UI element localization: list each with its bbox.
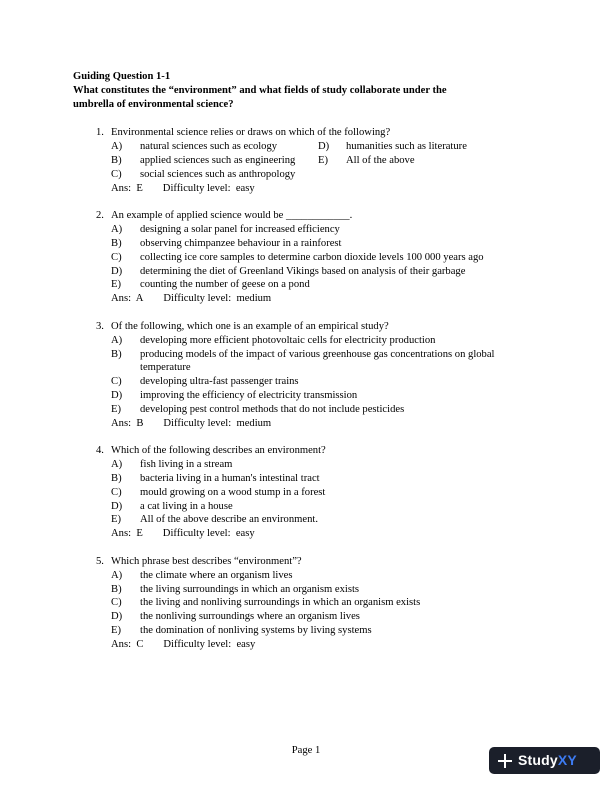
option-row <box>111 472 543 486</box>
answer-line <box>111 527 543 541</box>
question-1 <box>73 126 543 195</box>
guiding-question-heading <box>73 70 543 111</box>
option-row <box>111 486 543 500</box>
option-text: All of the above describe an environment. <box>140 514 318 526</box>
answer-line <box>111 638 543 652</box>
option-letter: A) <box>111 334 123 346</box>
option-list <box>111 569 543 638</box>
option-letter: E) <box>111 514 121 526</box>
option-text: the living and nonliving surroundings in which an organism exists <box>140 597 421 609</box>
option-row <box>111 251 543 265</box>
option-letter: E) <box>318 154 328 166</box>
option-text: determining the diet of Greenland Vikings based on analysis of their garbage <box>140 265 466 277</box>
option-text: developing ultra-fast passenger trains <box>140 376 299 388</box>
question-number: 4. <box>96 445 104 457</box>
question-2 <box>73 209 543 306</box>
option-letter: B) <box>111 348 122 360</box>
option-letter: A) <box>111 224 123 236</box>
question-number: 2. <box>96 210 104 222</box>
option-text: applied sciences such as engineering <box>140 154 296 166</box>
option-letter: A) <box>111 141 123 153</box>
option-row <box>111 610 543 624</box>
option-text: the nonliving surroundings where an organism lives <box>140 611 360 623</box>
option-letter: D) <box>111 611 123 623</box>
option-text: All of the above <box>346 154 415 166</box>
option-letter: A) <box>111 569 123 581</box>
option-row <box>111 403 543 417</box>
option-letter: B) <box>111 154 122 166</box>
option-text: mould growing on a wood stump in a forest <box>140 486 326 498</box>
option-text: producing models of the impact of various greenhouse gas concentrations on global temperature <box>140 348 495 374</box>
question-stem <box>73 126 543 140</box>
option-text: social sciences such as anthropology <box>140 168 296 180</box>
option-letter: C) <box>111 251 122 263</box>
brand-wordmark <box>518 751 577 768</box>
option-row <box>111 513 543 527</box>
guiding-question-line-1: What constitutes the “environment” and what fields of study collaborate under the <box>73 84 447 96</box>
question-number: 5. <box>96 555 104 567</box>
option-letter: D) <box>111 389 123 401</box>
question-3 <box>73 320 543 430</box>
answer-label: Ans: <box>111 638 132 650</box>
answer-value: E <box>136 182 143 194</box>
option-row <box>111 278 543 292</box>
answer-label: Ans: <box>111 293 132 305</box>
option-row <box>111 583 543 597</box>
option-list <box>111 223 543 292</box>
answer-line <box>111 292 543 306</box>
option-letter: E) <box>111 403 121 415</box>
option-row <box>111 375 543 389</box>
option-row <box>111 237 543 251</box>
option-row <box>111 265 543 279</box>
option-text: a cat living in a house <box>140 500 233 512</box>
option-text: developing more efficient photovoltaic cells for electricity production <box>140 334 436 346</box>
difficulty-level: Difficulty level: medium <box>163 417 272 429</box>
option-text: the climate where an organism lives <box>140 569 293 581</box>
option-letter: E) <box>111 624 121 636</box>
option-row <box>111 389 543 403</box>
option-letter: C) <box>111 486 122 498</box>
question-text: Of the following, which one is an example of an empirical study? <box>111 320 389 332</box>
option-text: observing chimpanzee behaviour in a rainforest <box>140 237 342 249</box>
option-text: collecting ice core samples to determine carbon dioxide levels 100 000 years ago <box>140 251 484 263</box>
brand-name-accent: XY <box>557 751 577 768</box>
option-letter: B) <box>111 237 122 249</box>
question-number: 3. <box>96 320 104 332</box>
difficulty-level: Difficulty level: easy <box>163 638 256 650</box>
answer-label: Ans: <box>111 528 132 540</box>
option-text: designing a solar panel for increased efficiency <box>140 224 340 236</box>
option-row <box>111 624 543 638</box>
question-text: Environmental science relies or draws on which of the following? <box>111 127 391 139</box>
option-text: fish living in a stream <box>140 459 233 471</box>
guiding-question-line-2: umbrella of environmental science? <box>73 98 234 110</box>
answer-line <box>111 417 543 431</box>
option-letter: B) <box>111 472 122 484</box>
option-row <box>111 168 543 182</box>
option-row <box>111 500 543 514</box>
option-letter: C) <box>111 376 122 388</box>
option-text: counting the number of geese on a pond <box>140 279 310 291</box>
page-number: Page 1 <box>291 745 321 756</box>
answer-label: Ans: <box>111 182 132 194</box>
question-stem <box>73 209 543 223</box>
option-letter: E) <box>111 279 121 291</box>
option-letter: D) <box>111 265 123 277</box>
answer-value: C <box>136 638 144 650</box>
question-4 <box>73 444 543 541</box>
difficulty-level: Difficulty level: medium <box>163 293 272 305</box>
option-text: the living surroundings in which an organism exists <box>140 583 360 595</box>
option-grid <box>111 140 543 168</box>
guiding-question-title: Guiding Question 1-1 <box>73 71 171 82</box>
question-stem <box>73 444 543 458</box>
option-letter: B) <box>111 583 122 595</box>
option-list <box>111 334 543 417</box>
studyxy-logo-badge[interactable] <box>489 747 600 774</box>
difficulty-level: Difficulty level: easy <box>162 528 255 540</box>
question-text: Which of the following describes an environment? <box>111 445 326 457</box>
question-stem <box>73 555 543 569</box>
document-body <box>73 70 543 665</box>
brand-name-main: Study <box>518 751 558 768</box>
option-text: humanities such as literature <box>346 141 467 153</box>
answer-value: E <box>136 528 143 540</box>
option-letter: A) <box>111 459 123 471</box>
option-letter: C) <box>111 168 122 180</box>
option-list <box>111 458 543 527</box>
answer-label: Ans: <box>111 417 132 429</box>
question-text: Which phrase best describes “environment”? <box>111 555 302 567</box>
option-letter: D) <box>111 500 123 512</box>
question-list <box>73 126 543 651</box>
option-text: bacteria living in a human's intestinal tract <box>140 472 320 484</box>
option-text: developing pest control methods that do not include pesticides <box>140 403 405 415</box>
option-row <box>111 348 543 376</box>
option-text: the domination of nonliving systems by living systems <box>140 624 372 636</box>
option-row <box>111 458 543 472</box>
difficulty-level: Difficulty level: easy <box>162 182 255 194</box>
option-text: improving the efficiency of electricity transmission <box>140 389 358 401</box>
plus-cross-icon <box>498 754 512 768</box>
option-row <box>111 223 543 237</box>
question-text: An example of applied science would be ____________. <box>111 210 353 222</box>
option-list <box>111 140 543 181</box>
option-row <box>111 596 543 610</box>
option-text: natural sciences such as ecology <box>140 141 278 153</box>
answer-value: A <box>135 293 144 305</box>
option-letter: D) <box>318 141 330 153</box>
question-stem <box>73 320 543 334</box>
answer-line <box>111 182 543 196</box>
option-letter: C) <box>111 597 122 609</box>
answer-value: B <box>136 417 144 429</box>
question-5 <box>73 555 543 652</box>
option-row <box>111 334 543 348</box>
question-number: 1. <box>96 127 104 139</box>
option-row <box>111 569 543 583</box>
